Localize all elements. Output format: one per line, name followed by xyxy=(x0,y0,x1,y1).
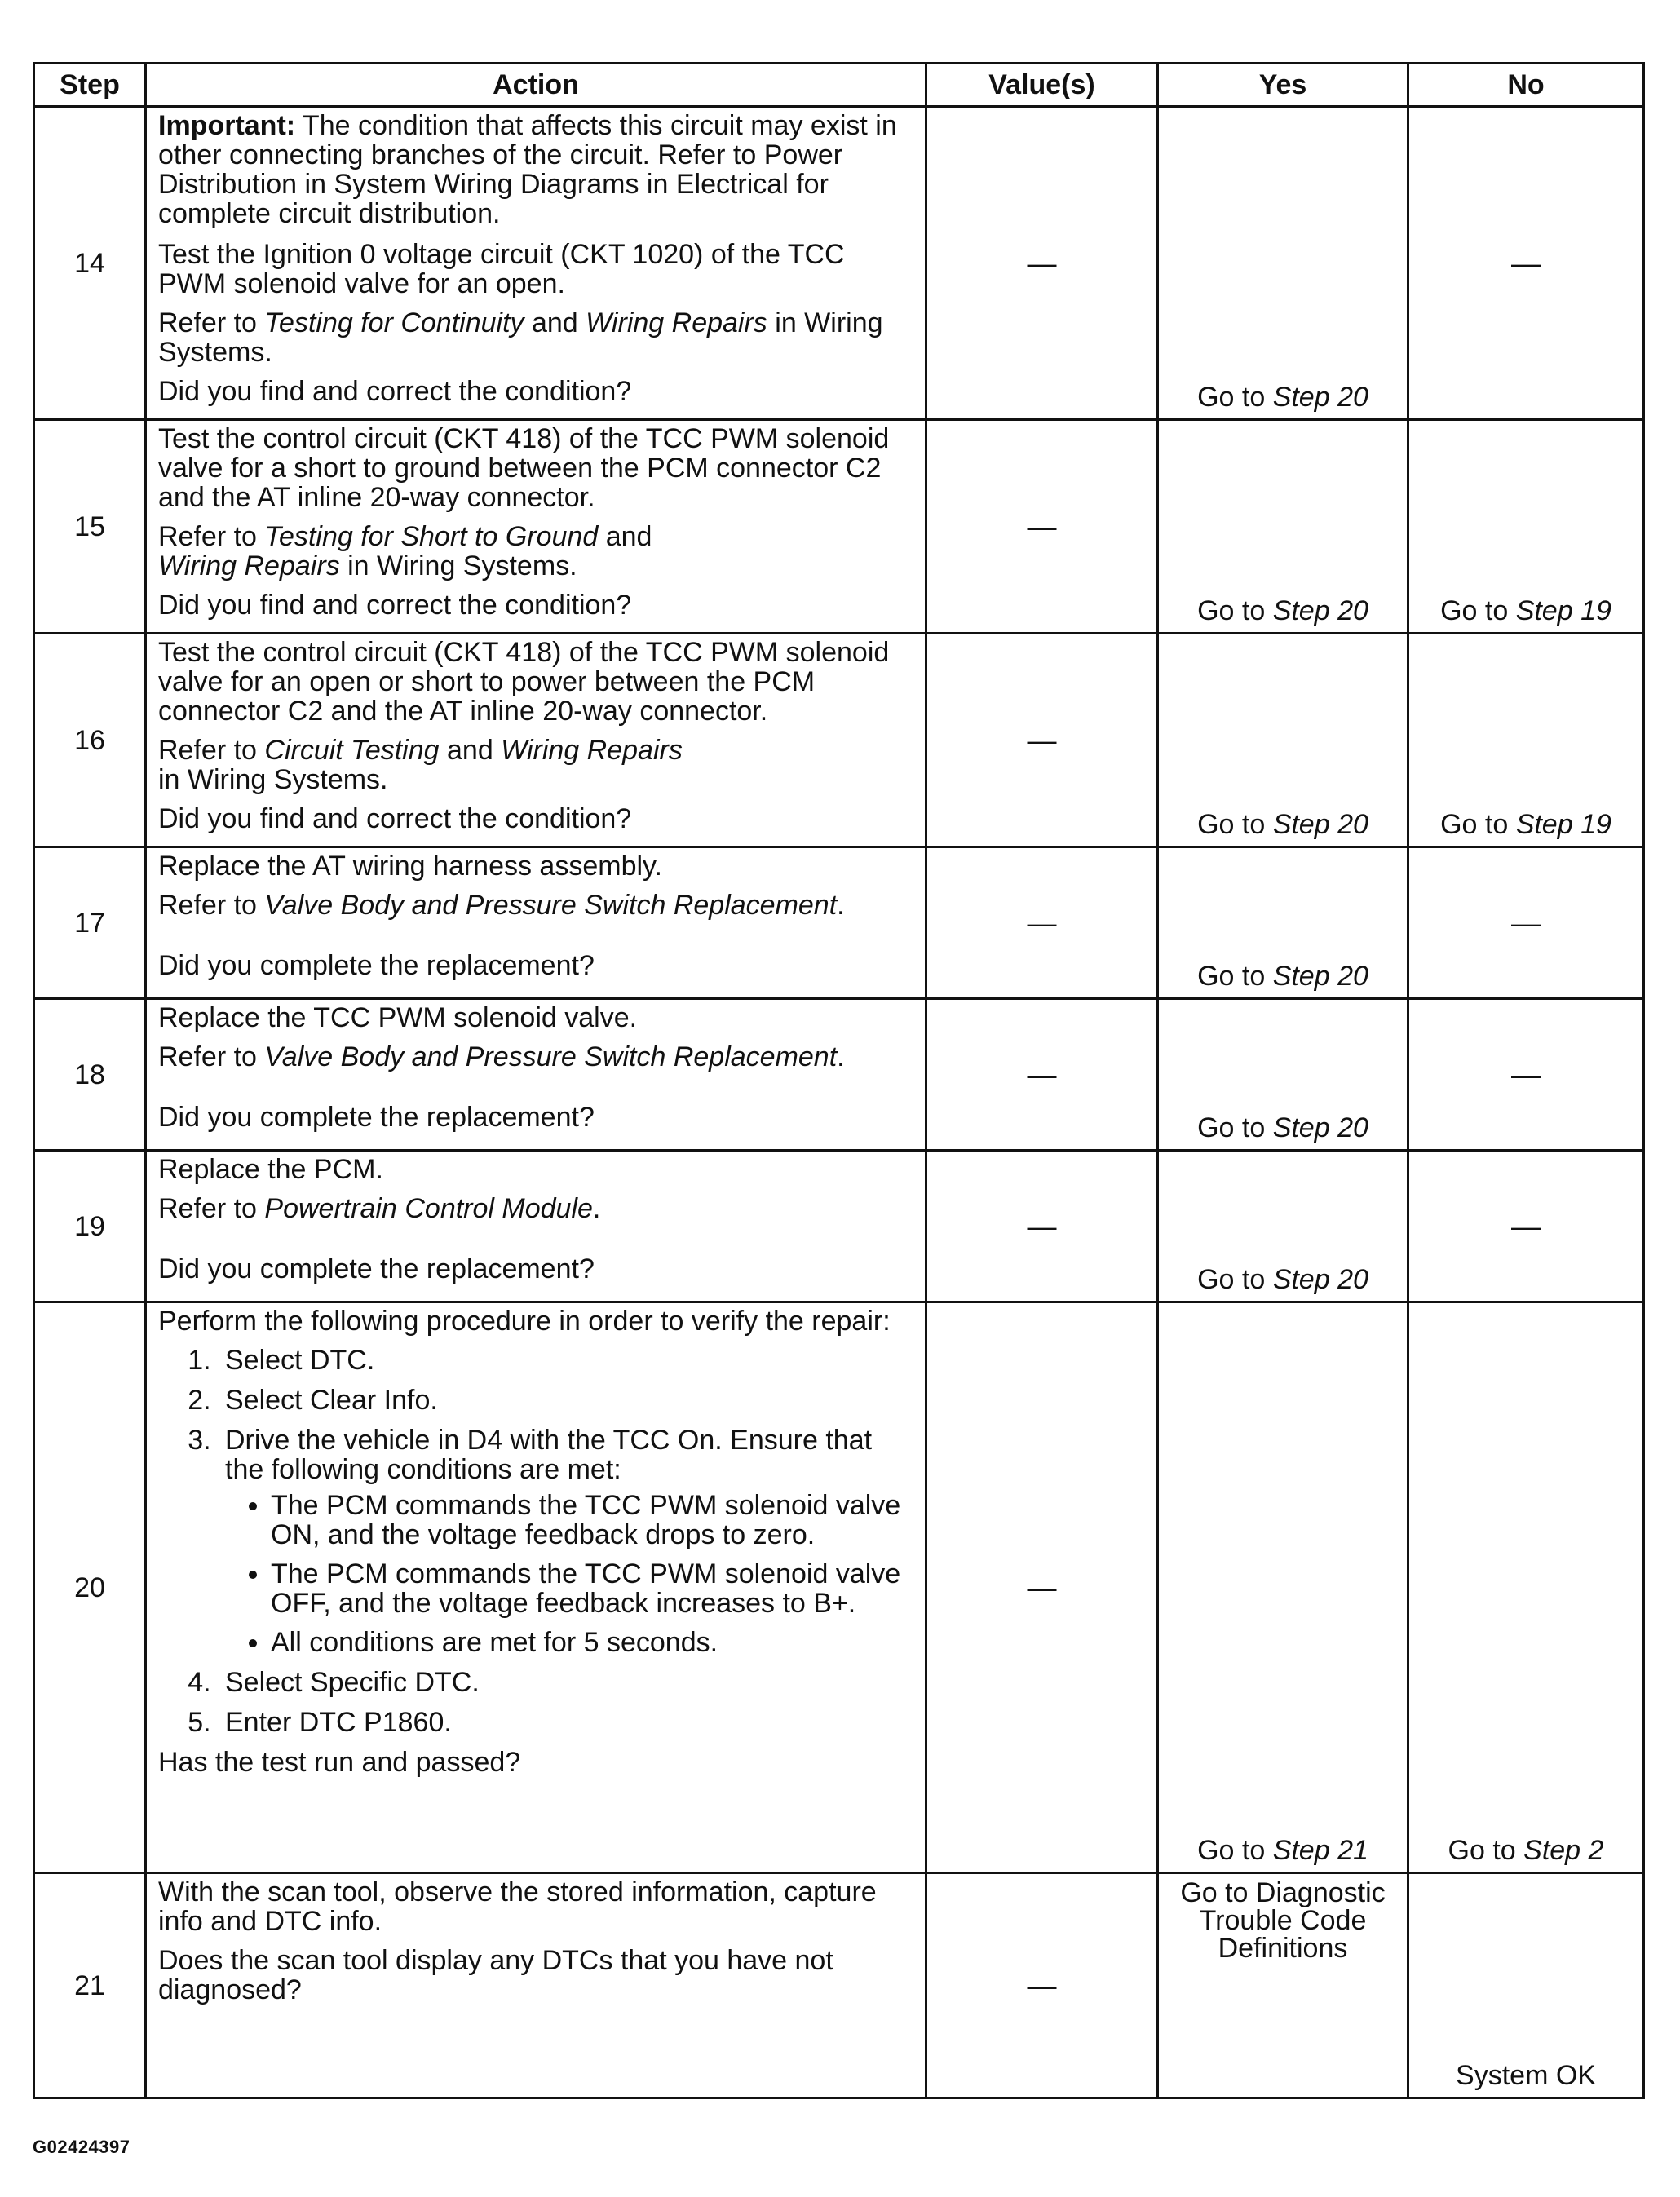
no-cell xyxy=(1408,1302,1644,1873)
yes-cell xyxy=(1158,107,1408,420)
yes-cell xyxy=(1158,847,1408,999)
no-cell xyxy=(1408,420,1644,634)
question: Did you complete the replacement? xyxy=(158,950,595,981)
value-cell: — xyxy=(926,634,1158,847)
no-cell: — xyxy=(1408,1151,1644,1302)
action-cell xyxy=(146,420,926,634)
yes-link[interactable]: Go to Step 20 xyxy=(1197,1112,1368,1143)
question: Did you find and correct the condition? xyxy=(158,376,632,407)
table-row xyxy=(34,107,1644,420)
condition-item: • All conditions are met for 5 seconds. xyxy=(271,1628,913,1657)
no-cell: — xyxy=(1408,999,1644,1151)
table-row xyxy=(34,1151,1644,1302)
header-step: Step xyxy=(34,64,146,107)
procedure-step: 4. Select Specific DTC. xyxy=(219,1668,913,1697)
step-number: 14 xyxy=(34,107,146,420)
yes-link[interactable]: Go to Step 20 xyxy=(1197,1264,1368,1295)
action-cell xyxy=(146,1302,926,1873)
step-number: 20 xyxy=(34,1302,146,1873)
task-text: Replace the AT wiring harness assembly. xyxy=(158,851,662,882)
diagnostic-table xyxy=(33,62,1645,2099)
question: Did you find and correct the condition? xyxy=(158,590,632,621)
procedure-step: 1. Select DTC. xyxy=(219,1346,913,1375)
refer-text: Refer to Valve Body and Pressure Switch Replacement. xyxy=(158,1041,845,1072)
task-text: Replace the TCC PWM solenoid valve. xyxy=(158,1002,638,1033)
value-cell: — xyxy=(926,847,1158,999)
question: Does the scan tool display any DTCs that you have not diagnosed? xyxy=(158,1945,833,2005)
step-number: 16 xyxy=(34,634,146,847)
yes-cell xyxy=(1158,999,1408,1151)
table-row xyxy=(34,999,1644,1151)
step-number: 17 xyxy=(34,847,146,999)
table-header-row xyxy=(34,64,1644,107)
action-cell xyxy=(146,999,926,1151)
question: Has the test run and passed? xyxy=(158,1747,521,1778)
yes-link[interactable]: Go to Step 20 xyxy=(1197,595,1368,626)
refer-text: Refer to Circuit Testing and Wiring Repairs in Wiring Systems. xyxy=(158,735,683,795)
intro-text: Perform the following procedure in order to verify the repair: xyxy=(158,1306,891,1337)
no-cell: — xyxy=(1408,847,1644,999)
header-action: Action xyxy=(146,64,926,107)
no-cell: — xyxy=(1408,107,1644,420)
action-cell xyxy=(146,634,926,847)
refer-text: Refer to Testing for Short to Ground and Wiring Repairs in Wiring Systems. xyxy=(158,521,652,581)
value-cell: — xyxy=(926,1873,1158,2098)
test-instruction: Test the Ignition 0 voltage circuit (CKT 1020) of the TCC PWM solenoid valve for an open. xyxy=(158,239,845,299)
value-cell: — xyxy=(926,107,1158,420)
refer-text: Refer to Testing for Continuity and Wiring Repairs in Wiring Systems. xyxy=(158,307,883,368)
condition-list xyxy=(225,1491,913,1657)
no-link[interactable]: Go to Step 2 xyxy=(1448,1835,1604,1866)
action-cell xyxy=(146,1873,926,2098)
no-link[interactable]: Go to Step 19 xyxy=(1440,595,1611,626)
procedure-step: 3. Drive the vehicle in D4 with the TCC On. Ensure that the following conditions are met: • The PCM commands the TCC PWM solenoid valve ON, and the voltage feedback drops to zero. • The PCM commands the TCC PWM solenoid valve OFF, and the voltage feedback increases to B+. • All conditions are met for 5 seconds. xyxy=(219,1426,913,1657)
important-label: Important: xyxy=(158,110,296,141)
question: Did you complete the replacement? xyxy=(158,1253,595,1284)
action-cell xyxy=(146,1151,926,1302)
yes-cell xyxy=(1158,420,1408,634)
value-cell: — xyxy=(926,999,1158,1151)
yes-cell xyxy=(1158,1151,1408,1302)
value-cell: — xyxy=(926,1151,1158,1302)
refer-text: Refer to Valve Body and Pressure Switch Replacement. xyxy=(158,890,845,921)
test-instruction: Test the control circuit (CKT 418) of the TCC PWM solenoid valve for an open or short to power between the PCM connector C2 and the AT inline 20-way connector. xyxy=(158,637,890,727)
yes-link[interactable]: Go to Step 20 xyxy=(1197,382,1368,413)
no-cell xyxy=(1408,1873,1644,2098)
procedure-list xyxy=(158,1346,913,1737)
no-cell xyxy=(1408,634,1644,847)
header-values: Value(s) xyxy=(926,64,1158,107)
question: Did you complete the replacement? xyxy=(158,1102,595,1133)
value-cell: — xyxy=(926,420,1158,634)
no-result: System OK xyxy=(1456,2060,1596,2091)
header-no: No xyxy=(1408,64,1644,107)
step-number: 18 xyxy=(34,999,146,1151)
table-row xyxy=(34,1873,1644,2098)
yes-cell xyxy=(1158,1302,1408,1873)
action-cell xyxy=(146,107,926,420)
value-cell: — xyxy=(926,1302,1158,1873)
test-instruction: Test the control circuit (CKT 418) of the TCC PWM solenoid valve for a short to ground between the PCM connector C2 and the AT inline 20-way connector. xyxy=(158,423,890,513)
condition-item: • The PCM commands the TCC PWM solenoid valve OFF, and the voltage feedback increases to B+. xyxy=(271,1559,913,1618)
yes-link[interactable]: Go to Step 21 xyxy=(1197,1835,1368,1866)
step-number: 21 xyxy=(34,1873,146,2098)
table-row xyxy=(34,847,1644,999)
action-cell xyxy=(146,847,926,999)
yes-cell xyxy=(1158,1873,1408,2098)
task-text: Replace the PCM. xyxy=(158,1154,383,1185)
step-number: 19 xyxy=(34,1151,146,1302)
observe-text: With the scan tool, observe the stored information, capture info and DTC info. xyxy=(158,1877,877,1937)
yes-link[interactable]: Go to Step 20 xyxy=(1197,961,1368,992)
table-row xyxy=(34,420,1644,634)
procedure-step: 5. Enter DTC P1860. xyxy=(219,1708,913,1737)
important-text: The condition that affects this circuit may exist in other connecting branches of the circuit. Refer to Power Distribution in System Wiring Diagrams in Electrical for complete circuit distribution. xyxy=(158,110,897,229)
condition-item: • The PCM commands the TCC PWM solenoid valve ON, and the voltage feedback drops to zero. xyxy=(271,1491,913,1549)
yes-cell xyxy=(1158,634,1408,847)
question: Did you find and correct the condition? xyxy=(158,803,632,834)
yes-link[interactable]: Go to Step 20 xyxy=(1197,809,1368,840)
refer-text: Refer to Powertrain Control Module. xyxy=(158,1193,601,1224)
table-row xyxy=(34,1302,1644,1873)
step-number: 15 xyxy=(34,420,146,634)
yes-link[interactable]: Go to Diagnostic Trouble Code Definitions xyxy=(1180,1877,1386,1964)
table-row xyxy=(34,634,1644,847)
figure-code: G02424397 xyxy=(33,2137,130,2157)
procedure-step: 2. Select Clear Info. xyxy=(219,1386,913,1415)
header-yes: Yes xyxy=(1158,64,1408,107)
no-link[interactable]: Go to Step 19 xyxy=(1440,809,1611,840)
